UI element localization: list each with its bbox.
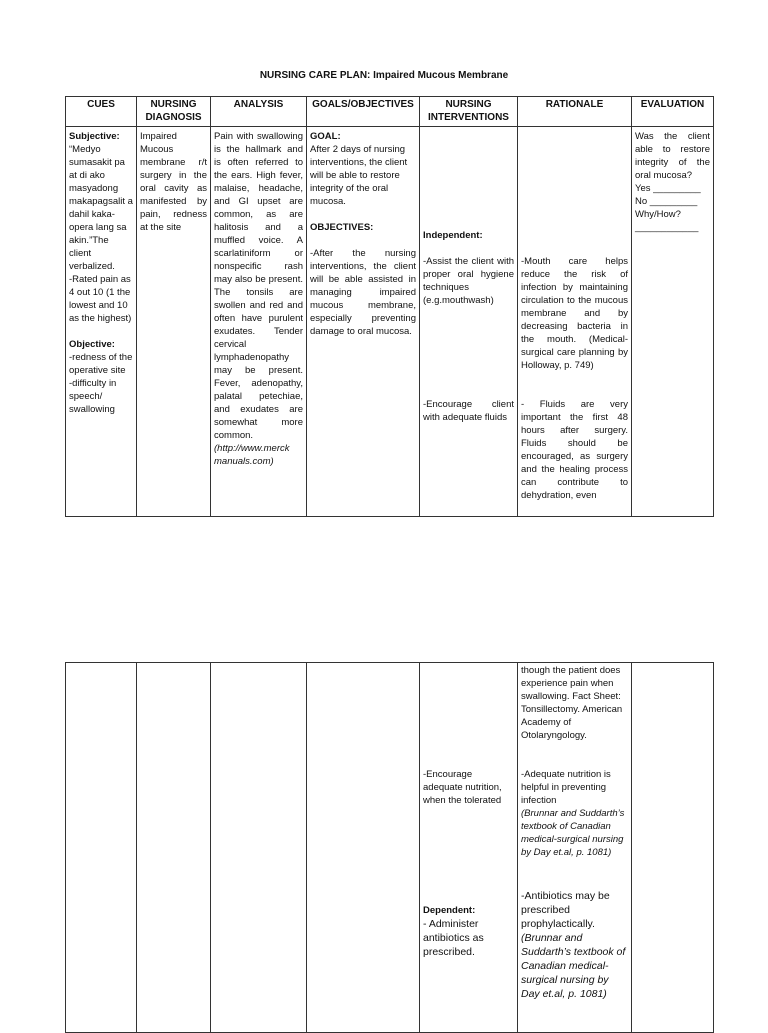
dependent-label: Dependent: (423, 905, 476, 916)
diagnosis-cell: Impaired Mucous membrane r/t surgery in the oral cavity as manifested by pain, redness at the site (137, 127, 211, 517)
independent-label: Independent: (423, 230, 483, 241)
header-analysis: ANALYSIS (211, 97, 307, 127)
header-diagnosis: NURSING DIAGNOSIS (137, 97, 211, 127)
evaluation-yes: Yes _________ (635, 183, 701, 194)
analysis-text: Pain with swallowing is the hallmark and is often referred to the ears. High fever, malaise, headache, and GI upset are common, as are halitosis and a muffled voice. A scarlatiniform or nonspecific rash may also be present. The tonsils are swollen and red and often have purulent exudates. Tender cervical lymphadenopathy may be present. Fever, adenopathy, palatal petechiae, and exudates are somewhat more common. (214, 131, 303, 441)
table-row (66, 127, 714, 517)
rationale-item: -Antibiotics may be prescribed prophylactically. (521, 890, 610, 930)
cues-cell (66, 663, 137, 1033)
intervention-item: -Encourage adequate nutrition, when the tolerated (423, 769, 502, 806)
cues-cell (66, 127, 137, 517)
objective-item: -redness of the operative site (69, 352, 133, 376)
analysis-cell (211, 663, 307, 1033)
header-rationale: RATIONALE (518, 97, 632, 127)
analysis-source: (http://www.merck manuals.com) (214, 443, 290, 467)
analysis-cell (211, 127, 307, 517)
intervention-item: - Administer antibiotics as prescribed. (423, 918, 484, 958)
objectives-label: OBJECTIVES: (310, 222, 374, 233)
header-row (66, 97, 714, 127)
evaluation-cell (632, 663, 714, 1033)
care-plan-table-page2 (65, 662, 714, 1033)
page-title: NURSING CARE PLAN: Impaired Mucous Membrane (259, 70, 509, 81)
table-row (66, 663, 714, 1033)
header-cues: CUES (66, 97, 137, 127)
care-plan-table-page1 (65, 96, 714, 517)
header-goals: GOALS/OBJECTIVES (307, 97, 420, 127)
subjective-text: “Medyo sumasakit pa at di ako masyadong makapagsalit a dahil kaka-opera lang sa akin.”The client verbalized. (69, 144, 133, 272)
rationale-cell (518, 663, 632, 1033)
objective-item: -difficulty in speech/ swallowing (69, 378, 117, 415)
goal-label: GOAL: (310, 131, 341, 142)
intervention-item: -Assist the client with proper oral hygiene techniques (e.g.mouthwash) (423, 256, 514, 306)
diagnosis-cell (137, 663, 211, 1033)
intervention-item: -Encourage client with adequate fluids (423, 399, 514, 423)
objective-label: Objective: (69, 339, 115, 350)
header-evaluation: EVALUATION (632, 97, 714, 127)
rationale-source: (Brunnar and Suddarth’s textbook of Canadian medical-surgical nursing by Day et.al, p. 1081) (521, 808, 625, 858)
evaluation-line: ____________ (635, 222, 699, 233)
rationale-item: though the patient does experience pain when swallowing. Fact Sheet: Tonsillectomy. American Academy of Otolaryngology. (521, 665, 623, 741)
header-interventions: NURSING INTERVENTIONS (420, 97, 518, 127)
rationale-item: - Fluids are very important the first 48 hours after surgery. Fluids should be encouraged, as surgery and the healing process can contribute to dehydration, even (521, 399, 628, 501)
subjective-label: Subjective: (69, 131, 120, 142)
evaluation-no: No _________ (635, 196, 698, 207)
goals-cell (307, 127, 420, 517)
rationale-item: -Adequate nutrition is helpful in preventing infection (521, 769, 611, 806)
interventions-cell (420, 663, 518, 1033)
goal-text: After 2 days of nursing interventions, the client will be able to restore integrity of the oral mucosa. (310, 144, 408, 207)
rationale-cell (518, 127, 632, 517)
evaluation-cell (632, 127, 714, 517)
rationale-source: (Brunnar and Suddarth’s textbook of Canadian medical-surgical nursing by Day et.al, p. 1081) (521, 932, 626, 1000)
rationale-item: -Mouth care helps reduce the risk of infection by maintaining circulation to the mucous membrane and by decreasing bacteria in the mouth. (Medical-surgical care planning by Holloway, p. 749) (521, 256, 628, 371)
goals-cell (307, 663, 420, 1033)
evaluation-question: Was the client able to restore integrity of the oral mucosa? (635, 131, 710, 181)
objectives-text: -After the nursing interventions, the client will be able assisted in managing impaired mucous membrane, especially preventing damage to oral mucosa. (310, 248, 416, 337)
pain-rating: -Rated pain as 4 out 10 (1 the lowest and 10 as the highest) (69, 274, 132, 324)
interventions-cell (420, 127, 518, 517)
evaluation-why: Why/How? (635, 209, 681, 220)
